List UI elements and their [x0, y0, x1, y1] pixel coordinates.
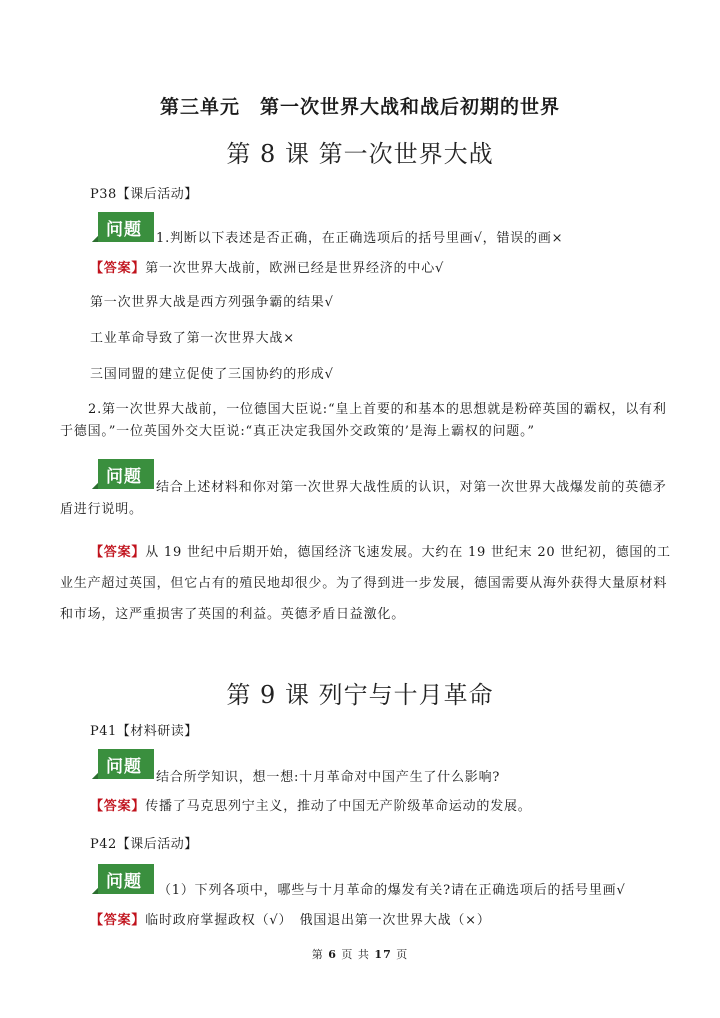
question-text: 1.判断以下表述是否正确，在正确选项后的括号里画√，错误的画× — [156, 231, 564, 246]
lesson-9-section-label-2: P42【课后活动】 — [90, 837, 198, 852]
footer-suffix: 页 — [396, 948, 409, 961]
question-badge — [92, 749, 154, 779]
question-text: 结合所学知识，想一想:十月革命对中国产生了什么影响? — [156, 770, 501, 785]
badge-label: 问题 — [106, 757, 142, 777]
answer-line — [90, 910, 491, 932]
footer-page-number: 6 — [328, 948, 337, 961]
badge-label: 问题 — [106, 872, 142, 892]
lesson-8-title: 第 8 课 第一次世界大战 — [226, 140, 494, 168]
badge-label: 问题 — [106, 220, 142, 240]
unit-title: 第三单元 第一次世界大战和战后初期的世界 — [159, 96, 560, 118]
answer-line-4: 三国同盟的建立促使了三国协约的形成√ — [90, 367, 334, 382]
footer-prefix: 第 — [311, 948, 324, 961]
answer-tag: 【答案】 — [90, 545, 146, 560]
answer-text: 传播了马克思列宁主义，推动了中国无产阶级革命运动的发展。 — [145, 799, 532, 814]
question-badge — [92, 864, 154, 894]
answer-line-2: 第一次世界大战是西方列强争霸的结果√ — [90, 295, 334, 310]
answer-text: 第一次世界大战前，欧洲已经是世界经济的中心√ — [145, 261, 445, 276]
question-text: （1）下列各项中，哪些与十月革命的爆发有关?请在正确选项后的括号里画√ — [158, 883, 626, 898]
answer-tag: 【答案】 — [90, 261, 146, 276]
answer-tag: 【答案】 — [90, 913, 146, 928]
badge-label: 问题 — [106, 467, 142, 487]
answer-paragraph — [60, 537, 672, 630]
lesson-8-section-label: P38【课后活动】 — [90, 187, 198, 202]
footer-middle: 页 共 — [341, 948, 370, 961]
question-badge — [92, 212, 154, 242]
answer-line-3: 工业革命导致了第一次世界大战× — [90, 331, 295, 346]
page-footer — [0, 946, 720, 962]
material-paragraph: 2.第一次世界大战前，一位德国大臣说:“皇上首要的和基本的思想就是粉碎英国的霸权，以有利于德国。”一位英国外交大臣说:“真正决定我国外交政策的’是海上霸权的问题。” — [60, 402, 667, 439]
lesson-9-section-label: P41【材料研读】 — [90, 724, 198, 739]
answer-tag: 【答案】 — [90, 799, 146, 814]
footer-total-pages: 17 — [374, 948, 392, 961]
lesson-9-title: 第 9 课 列宁与十月革命 — [226, 681, 494, 709]
answer-text: 临时政府掌握政权（√） 俄国退出第一次世界大战（×） — [145, 913, 491, 928]
question-text: 结合上述材料和你对第一次世界大战性质的认识，对第一次世界大战爆发前的英德矛盾进行说明。 — [60, 480, 667, 517]
answer-text: 从 19 世纪中后期开始，德国经济飞速发展。大约在 19 世纪末 20 世纪初，德国的工业生产超过英国，但它占有的殖民地却很少。为了得到进一步发展，德国需要从海外获得大量原材料和市场，这严重损害了英国的利益。英德矛盾日益激化。 — [60, 545, 671, 622]
answer-line — [90, 796, 532, 818]
answer-line — [90, 258, 444, 280]
